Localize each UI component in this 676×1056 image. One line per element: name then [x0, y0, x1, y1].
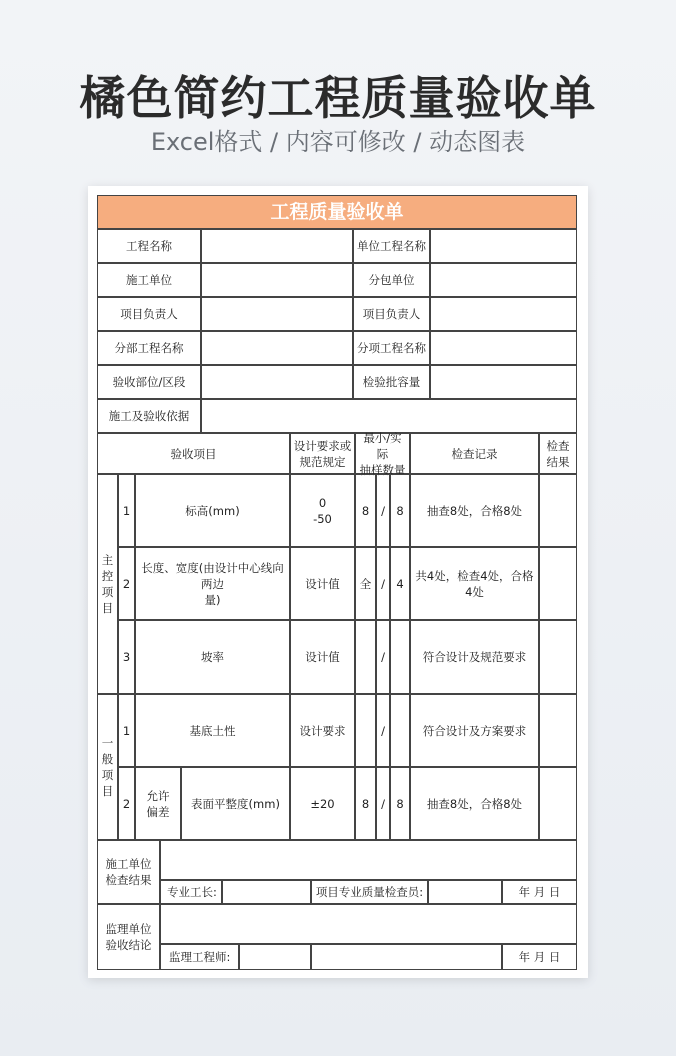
row-sample-separator: / [376, 620, 390, 694]
label-batch-capacity: 检验批容量 [353, 365, 430, 399]
row-actual-sample [390, 694, 410, 767]
field-division-name[interactable] [201, 331, 353, 365]
field-supervision-conclusion[interactable] [160, 904, 577, 944]
field-project-name[interactable] [201, 229, 353, 263]
row-sample-separator: / [376, 547, 390, 620]
field-supervision-blank[interactable] [311, 944, 502, 970]
row-check-record: 符合设计及方案要求 [410, 694, 539, 767]
field-construction-date[interactable]: 年 月 日 [502, 880, 577, 904]
row-check-result[interactable] [539, 620, 577, 694]
row-actual-sample [390, 620, 410, 694]
row-actual-sample: 8 [390, 474, 410, 547]
field-unit-project-name[interactable] [430, 229, 577, 263]
row-design-value: 设计值 [290, 547, 355, 620]
row-check-result[interactable] [539, 694, 577, 767]
page-title: 橘色简约工程质量验收单 [79, 71, 597, 125]
row-number: 1 [118, 694, 135, 767]
row-design-value: 设计值 [290, 620, 355, 694]
field-acceptance-area[interactable] [201, 365, 353, 399]
row-number: 1 [118, 474, 135, 547]
col-header-sample: 最小/实际 抽样数量 [355, 433, 410, 474]
row-item-name: 坡率 [135, 620, 290, 694]
row-min-sample: 全 [355, 547, 376, 620]
label-unit-project-name: 单位工程名称 [353, 229, 430, 263]
label-project-name: 工程名称 [97, 229, 201, 263]
row-check-record: 符合设计及规范要求 [410, 620, 539, 694]
row-check-record: 抽查8处，合格8处 [410, 767, 539, 840]
row-item-name: 表面平整度(mm) [181, 767, 290, 840]
row-number: 2 [118, 547, 135, 620]
group-main-control: 主 控 项 目 [97, 474, 118, 694]
field-basis[interactable] [201, 399, 577, 433]
row-min-sample [355, 694, 376, 767]
row-check-result[interactable] [539, 767, 577, 840]
label-acceptance-area: 验收部位/区段 [97, 365, 201, 399]
row-number: 2 [118, 767, 135, 840]
label-supervision-conclusion: 监理单位 验收结论 [97, 904, 160, 970]
field-quality-inspector[interactable] [428, 880, 502, 904]
col-header-record: 检查记录 [410, 433, 539, 474]
field-foreman[interactable] [222, 880, 311, 904]
row-number: 3 [118, 620, 135, 694]
form-title: 工程质量验收单 [97, 195, 577, 229]
row-sample-separator: / [376, 474, 390, 547]
label-supervising-engineer: 监理工程师: [160, 944, 239, 970]
row-sample-separator: / [376, 694, 390, 767]
label-quality-inspector: 项目专业质量检查员: [311, 880, 428, 904]
row-item-name: 标高(mm) [135, 474, 290, 547]
label-subcontractor: 分包单位 [353, 263, 430, 297]
col-header-item: 验收项目 [97, 433, 290, 474]
field-subcontractor[interactable] [430, 263, 577, 297]
label-division-name: 分部工程名称 [97, 331, 201, 365]
row-design-value: 0 -50 [290, 474, 355, 547]
label-project-manager-2: 项目负责人 [353, 297, 430, 331]
field-supervision-date[interactable]: 年 月 日 [502, 944, 577, 970]
row-sub-label: 允许 偏差 [135, 767, 181, 840]
row-check-record: 共4处，检查4处，合格4处 [410, 547, 539, 620]
field-batch-capacity[interactable] [430, 365, 577, 399]
label-construction-unit: 施工单位 [97, 263, 201, 297]
group-general: 一 般 项 目 [97, 694, 118, 840]
row-min-sample: 8 [355, 474, 376, 547]
row-actual-sample: 8 [390, 767, 410, 840]
label-subitem-name: 分项工程名称 [353, 331, 430, 365]
field-construction-result[interactable] [160, 840, 577, 880]
label-basis: 施工及验收依据 [97, 399, 201, 433]
row-actual-sample: 4 [390, 547, 410, 620]
field-project-manager[interactable] [201, 297, 353, 331]
field-subitem-name[interactable] [430, 331, 577, 365]
row-min-sample [355, 620, 376, 694]
row-sample-separator: / [376, 767, 390, 840]
page-subtitle: Excel格式 / 内容可修改 / 动态图表 [150, 128, 526, 156]
row-item-name: 基底土性 [135, 694, 290, 767]
row-design-value: 设计要求 [290, 694, 355, 767]
col-header-design: 设计要求或 规范规定 [290, 433, 355, 474]
row-item-name: 长度、宽度(由设计中心线向两边 量) [135, 547, 290, 620]
label-project-manager: 项目负责人 [97, 297, 201, 331]
row-check-result[interactable] [539, 474, 577, 547]
row-check-record: 抽查8处，合格8处 [410, 474, 539, 547]
col-header-result: 检查 结果 [539, 433, 577, 474]
field-construction-unit[interactable] [201, 263, 353, 297]
label-foreman: 专业工长: [160, 880, 222, 904]
field-supervising-engineer[interactable] [239, 944, 311, 970]
field-project-manager-2[interactable] [430, 297, 577, 331]
label-construction-result: 施工单位 检查结果 [97, 840, 160, 904]
row-min-sample: 8 [355, 767, 376, 840]
row-check-result[interactable] [539, 547, 577, 620]
row-design-value: ±20 [290, 767, 355, 840]
